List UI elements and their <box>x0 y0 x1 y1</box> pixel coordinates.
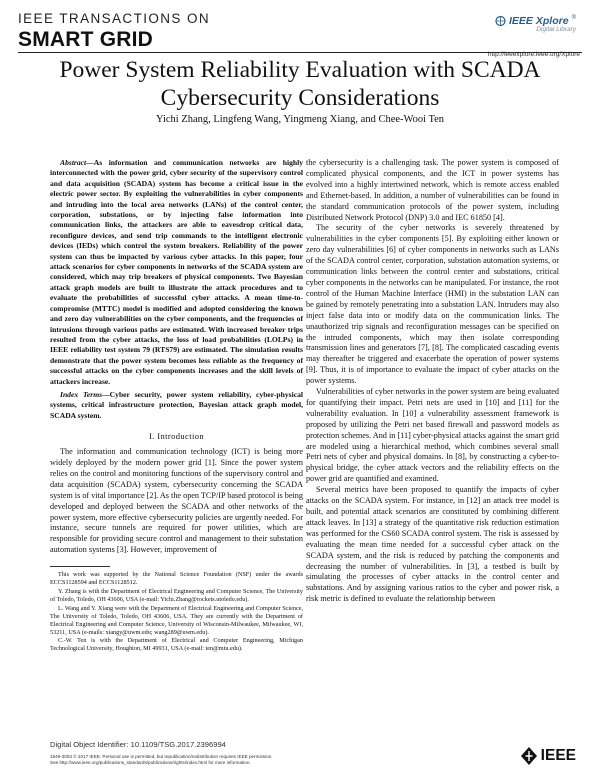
body-paragraph: Vulnerabilities of cyber networks in the power system are being evaluated for quantifying their impact. Petri nets are used in [10] and [11] for the vulnerability evaluation. In [10] a vulnerability assessment framework is proposed by utilizing the Petri net based firewall and password models as protection schemes. And in [11] cyber-physical attacks against the smart grid are modeled using a hierarchical method, which combines several small Petri nets of cyber and physical domains. In [8], by constructing a cyber-to-physical bridge, the cyber attack vectors and the reliability effects on the power grid are quantified and examined. <box>306 387 559 484</box>
license-line2: See http://www.ieee.org/publications_standards/publications/rights/index.html for more information. <box>50 760 251 766</box>
license-notice <box>50 754 520 766</box>
footnote: L. Wang and Y. Xiang were with the Department of Electrical Engineering and Computer Science, The University of Toledo, Toledo, OH 43606, USA. They are currently with the Department of Electrical Engineering and Computer Science, University of Wisconsin-Milwaukee, Milwaukee, WI, 53211, USA (e-mails: xiangy@uwm.edu; wang289@uwm.edu). <box>50 604 303 636</box>
ieee-footer-logo <box>521 747 576 765</box>
xplore-url-link[interactable]: http://ieeexplore.ieee.org/Xplore <box>487 51 580 58</box>
index-terms-label: Index Terms <box>60 389 103 399</box>
journal-name-line1: IEEE TRANSACTIONS ON <box>18 11 211 26</box>
license-line1: 1949-3053 © 2017 IEEE. Personal use is permitted, but republication/redistribution requires IEEE permission. <box>50 754 273 759</box>
index-terms-text: Cyber security, power system reliability, cyber-physical systems, critical infrastructure protection, Bayesian attack graph model, SCADA system. <box>50 389 303 420</box>
footnote: C.-W. Ten is with the Department of Electrical and Computer Engineering, Michigan Technological University, Houghton, MI 49931, USA (e-mail: ten@mtu.edu). <box>50 637 303 653</box>
abstract-dash: — <box>86 158 94 167</box>
xplore-globe-icon <box>495 15 506 27</box>
right-column <box>306 158 559 605</box>
paper-title-line2: Cybersecurity Considerations <box>160 85 440 111</box>
logo-xplore-text: Xplore <box>535 15 569 27</box>
doi-line: Digital Object Identifier: 10.1109/TSG.2017.2396994 <box>50 740 226 749</box>
footnote: Y. Zhang is with the Department of Electrical Engineering and Computer Science, The University of Toledo, Toledo, OH 43606, USA (e-mail: Yichi.Zhang@rockets.utoledo.edu). <box>50 587 303 603</box>
logo-registered-mark: ® <box>571 15 576 21</box>
intro-paragraph: The information and communication technology (ICT) is being more widely deployed by the modern power grid [1]. Since the power system relies on the control and monitoring functions of the supervisory control and data acquisition (SCADA) system, cybersecurity concerning the SCADA system is of vital importance [2]. As the open TCP/IP based protocol is being developed and deployed between the SCADA and other networks of the power system, more effective cybersecurity policies are urgently needed. For instance, secure tunnels are required for power utilities, which are responsible for providing secure control and management to their substation automation systems [3]. However, improvement of <box>50 447 303 555</box>
paper-title <box>30 56 570 112</box>
body-paragraph: the cybersecurity is a challenging task. The power system is composed of complicated physical components, and the ICT in power systems has evolved into a highly intertwined network, which is remote access enabled and Ethernet-based. In addition, a number of vulnerabilities can be found in the standard communication protocols of the power system, including Distributed Network Protocol (DNP) 3.0 and IEC 61850 [4]. <box>306 158 559 222</box>
journal-name-line2: SMART GRID <box>18 28 153 51</box>
paper-authors: Yichi Zhang, Lingfeng Wang, Yingmeng Xiang, and Chee-Wooi Ten <box>155 114 445 125</box>
abstract-text: As information and communication networks are highly interconnected with the power grid, cyber security of the supervisory control and data acquisition (SCADA) system has become a critical issue in the electric power sector. By exploiting the vulnerabilities in cyber components and intruding into the local area networks (LANs) of the control center, corporation, substations, or by injecting false information into communication links, the attackers are able to eavesdrop critical data, reconfigure devices, and send trip commands to the intelligent electronic devices (IEDs) which control the system breakers. Reliability of the power system can thus be impacted by various cyber attacks. In this paper, four attack scenarios for cyber components in networks of the SCADA system are considered, which may trip breakers of physical components. Two Bayesian attack graph models are built to illustrate the attack procedures and to evaluate the probabilities of successful cyber attacks. A mean time-to-compromise (MTTC) model is modified and adopted considering the known and zero day vulnerabilities on the cyber components, and the frequencies of intrusions through various paths are estimated. With increased breaker trips resulted from the cyber attacks, the loss of load probabilities (LOLPs) in IEEE reliability test system 79 (RTS79) are estimated. The simulation results demonstrate that the power system becomes less reliable as the frequency of successful attacks on the cyber components increases and the skill levels of attackers increase. <box>50 158 303 386</box>
ieee-kite-icon <box>521 747 537 765</box>
index-terms <box>50 390 303 421</box>
logo-ieee-text: IEEE <box>508 15 533 27</box>
abstract-label: Abstract <box>60 158 87 167</box>
footnote: This work was supported by the National Science Foundation (NSF) under the awards ECCS1128594 and ECCS1128512. <box>50 571 303 587</box>
body-paragraph: The security of the cyber networks is severely threatened by vulnerabilities in the cyber components [5]. By exploiting either known or zero day vulnerabilities [6] of cyber components in networks such as LANs of the SCADA control center, corporation, substation automation systems, or communication links between the control center and substations, critical cyber components in the networks can be manipulated. For instance, the root control of the Human Machine Interface (HMI) in the substation LAN can be gained by remotely penetrating into a substation LAN. Intruders may also inject false data into or modify data on the communication links. The unauthorized trip signals and reconfiguration messages can be specified on the intruded components, which may then isolate corresponding transmission lines and generators [7], [8]. The complicated cascading events may thereafter be triggered and exacerbate the operation of power systems [9]. Thus, it is of importance to evaluate the impact of cyber attacks on the power systems. <box>306 223 559 386</box>
ieee-footer-text: IEEE <box>540 747 576 764</box>
ieee-xplore-logo <box>495 15 576 33</box>
abstract <box>50 158 303 387</box>
logo-subtitle: Digital Library <box>536 26 576 33</box>
left-column <box>50 158 303 654</box>
paper-title-line1: Power System Reliability Evaluation with SCADA <box>59 57 541 83</box>
section-heading-introduction: I. Introduction <box>148 431 205 442</box>
footnotes <box>50 571 303 653</box>
index-terms-dash: — <box>102 389 110 399</box>
body-paragraph: Several metrics have been proposed to quantify the impacts of cyber attacks on the SCADA system. For instance, in [12] an attack tree model is built, and potential attack scenarios are constituted by combining different attack leaves. In [13] a strategy of the quantitative risk reduction estimation was performed for the CS60 SCADA control system. The risk is assessed by evaluating the mean time needed for a successful cyber attack on the SCADA system, and the risk is reduced by patching the components and decreasing the number of vulnerabilities. In [3], a testbed is built by simulating the processes of cyber attacks in the control center and substations. And by assigning various ratios to the cyber and power risk, a risk metric is defined to evaluate the relationship between <box>306 485 559 604</box>
footnote-rule <box>50 566 110 567</box>
